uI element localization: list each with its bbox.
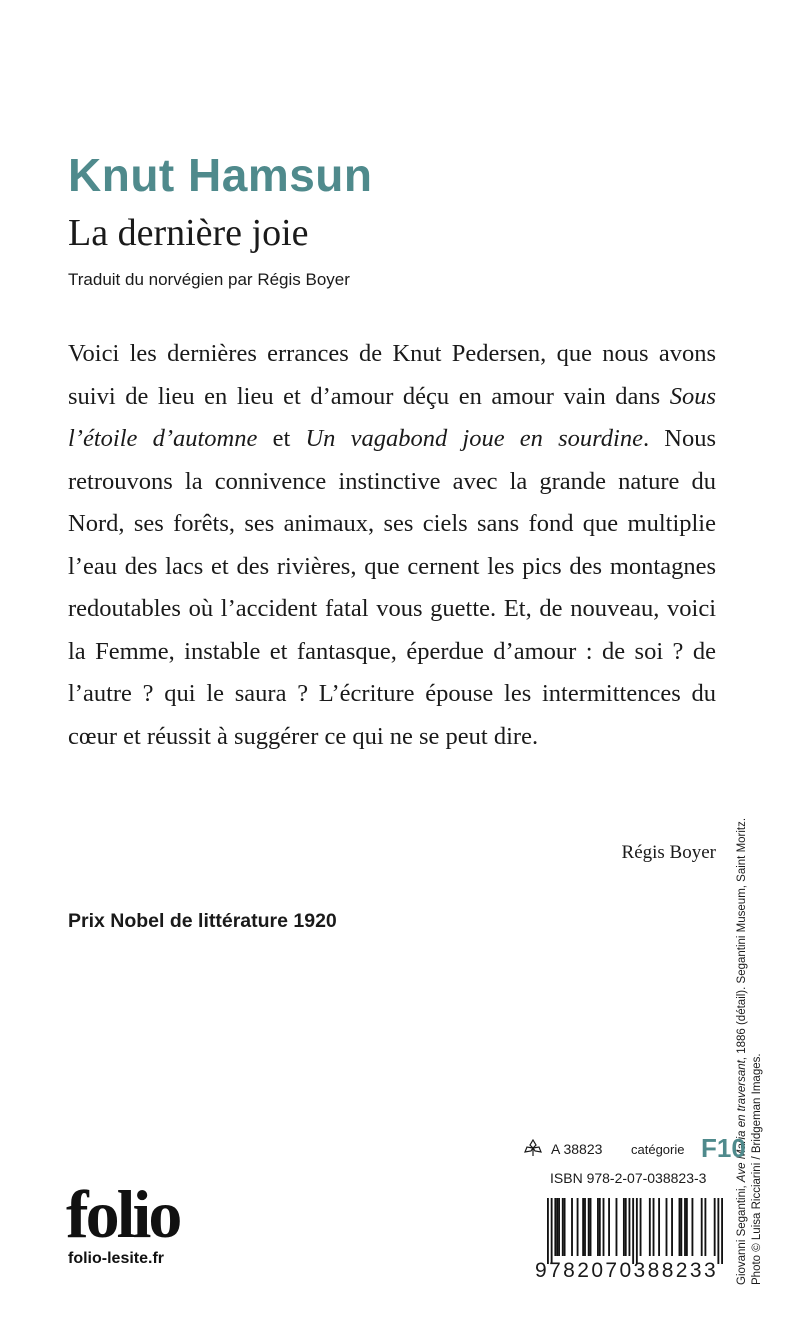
blurb-book-title-1: Sous l’étoile d’automne [68, 382, 716, 452]
credit-line-1: Giovanni Segantini, Ave Maria en traversant, 1886 (détail). Segantini Museum, Saint Moritz. [736, 817, 748, 1285]
blurb-part-3: . Nous retrouvons la connivence instinctive avec la grande nature du Nord, ses forêts, ses animaux, ses ciels sans fond que multiplie l’eau des lacs et des rivières, que cernent les pics des montagnes redoutables où l’accident fatal vous guette. Et, de nouveau, voici la Femme, instable et fantasque, éperdue d’amour : de soi ? de l’autre ? qui le saura ? L’écriture épouse les intermittences du cœur et réussit à suggérer ce qui ne se peut dire. [68, 425, 717, 750]
barcode-bar [584, 1198, 586, 1256]
barcode-bar [599, 1198, 601, 1256]
barcode-bar [577, 1198, 579, 1256]
barcode-bar [636, 1198, 638, 1264]
barcode-bar [679, 1198, 681, 1256]
barcode-bar [629, 1198, 631, 1256]
barcode-bar [658, 1198, 660, 1256]
barcode-bar [704, 1198, 706, 1256]
barcode-bar [608, 1198, 610, 1256]
barcode-bar [684, 1198, 686, 1256]
barcode-bar [588, 1198, 590, 1256]
translator-credit: Traduit du norvégien par Régis Boyer [68, 270, 350, 289]
folio-leaf-icon [523, 1139, 543, 1157]
book-title: La dernière joie [68, 212, 309, 254]
category-label: catégorie [631, 1142, 685, 1157]
barcode-bar [653, 1198, 655, 1256]
cover-image-credit [735, 725, 765, 1285]
barcode-bar [616, 1198, 618, 1256]
author-name: Knut Hamsun [68, 149, 373, 201]
barcode-bar [625, 1198, 627, 1256]
barcode-bar [717, 1198, 719, 1264]
blurb-text [68, 333, 716, 758]
barcode-bar [558, 1198, 560, 1256]
price-category: F10 [701, 1133, 746, 1163]
barcode-bar [564, 1198, 566, 1256]
barcode-bar [603, 1198, 605, 1256]
barcode-bar [562, 1198, 564, 1256]
barcode-bar [721, 1198, 723, 1264]
blurb-part-1: Voici les dernières errances de Knut Pedersen, que nous avons suivi de lieu en lieu et d’amour déçu en amour vain dans [68, 340, 716, 410]
barcode-bar [701, 1198, 703, 1256]
barcode-bar [714, 1198, 716, 1256]
barcode [535, 1198, 723, 1282]
folio-logo: folio [66, 1176, 180, 1252]
barcode-bar [556, 1198, 558, 1256]
barcode-bar [686, 1198, 688, 1256]
barcode-bar [551, 1198, 553, 1264]
barcode-bar [623, 1198, 625, 1256]
barcode-bar [597, 1198, 599, 1256]
barcode-bar [692, 1198, 694, 1256]
catalog-code-line [523, 1133, 746, 1163]
blurb-book-title-2: Un vagabond joue en sourdine [305, 425, 643, 452]
barcode-bar [571, 1198, 573, 1256]
barcode-bar [671, 1198, 673, 1256]
isbn-number: ISBN 978-2-07-038823-3 [550, 1170, 707, 1186]
blurb-signature: Régis Boyer [621, 842, 716, 863]
catalog-number: A 38823 [551, 1141, 603, 1157]
barcode-bar [680, 1198, 682, 1256]
barcode-bar [547, 1198, 549, 1264]
barcode-bar [640, 1198, 642, 1256]
credit-line-2: Photo © Luisa Ricciarini / Bridgeman Images. [751, 1053, 763, 1285]
barcode-bar [590, 1198, 592, 1256]
nobel-prize-line: Prix Nobel de littérature 1920 [68, 910, 337, 932]
blurb-part-2: et [257, 425, 306, 452]
publisher-website[interactable]: folio-lesite.fr [68, 1250, 165, 1267]
barcode-bar [649, 1198, 651, 1256]
barcode-bar [632, 1198, 634, 1264]
barcode-bar [666, 1198, 668, 1256]
barcode-digits: 9782070388233 [535, 1259, 719, 1282]
barcode-bar [554, 1198, 556, 1256]
barcode-bar [582, 1198, 584, 1256]
barcode-bars [547, 1198, 723, 1264]
